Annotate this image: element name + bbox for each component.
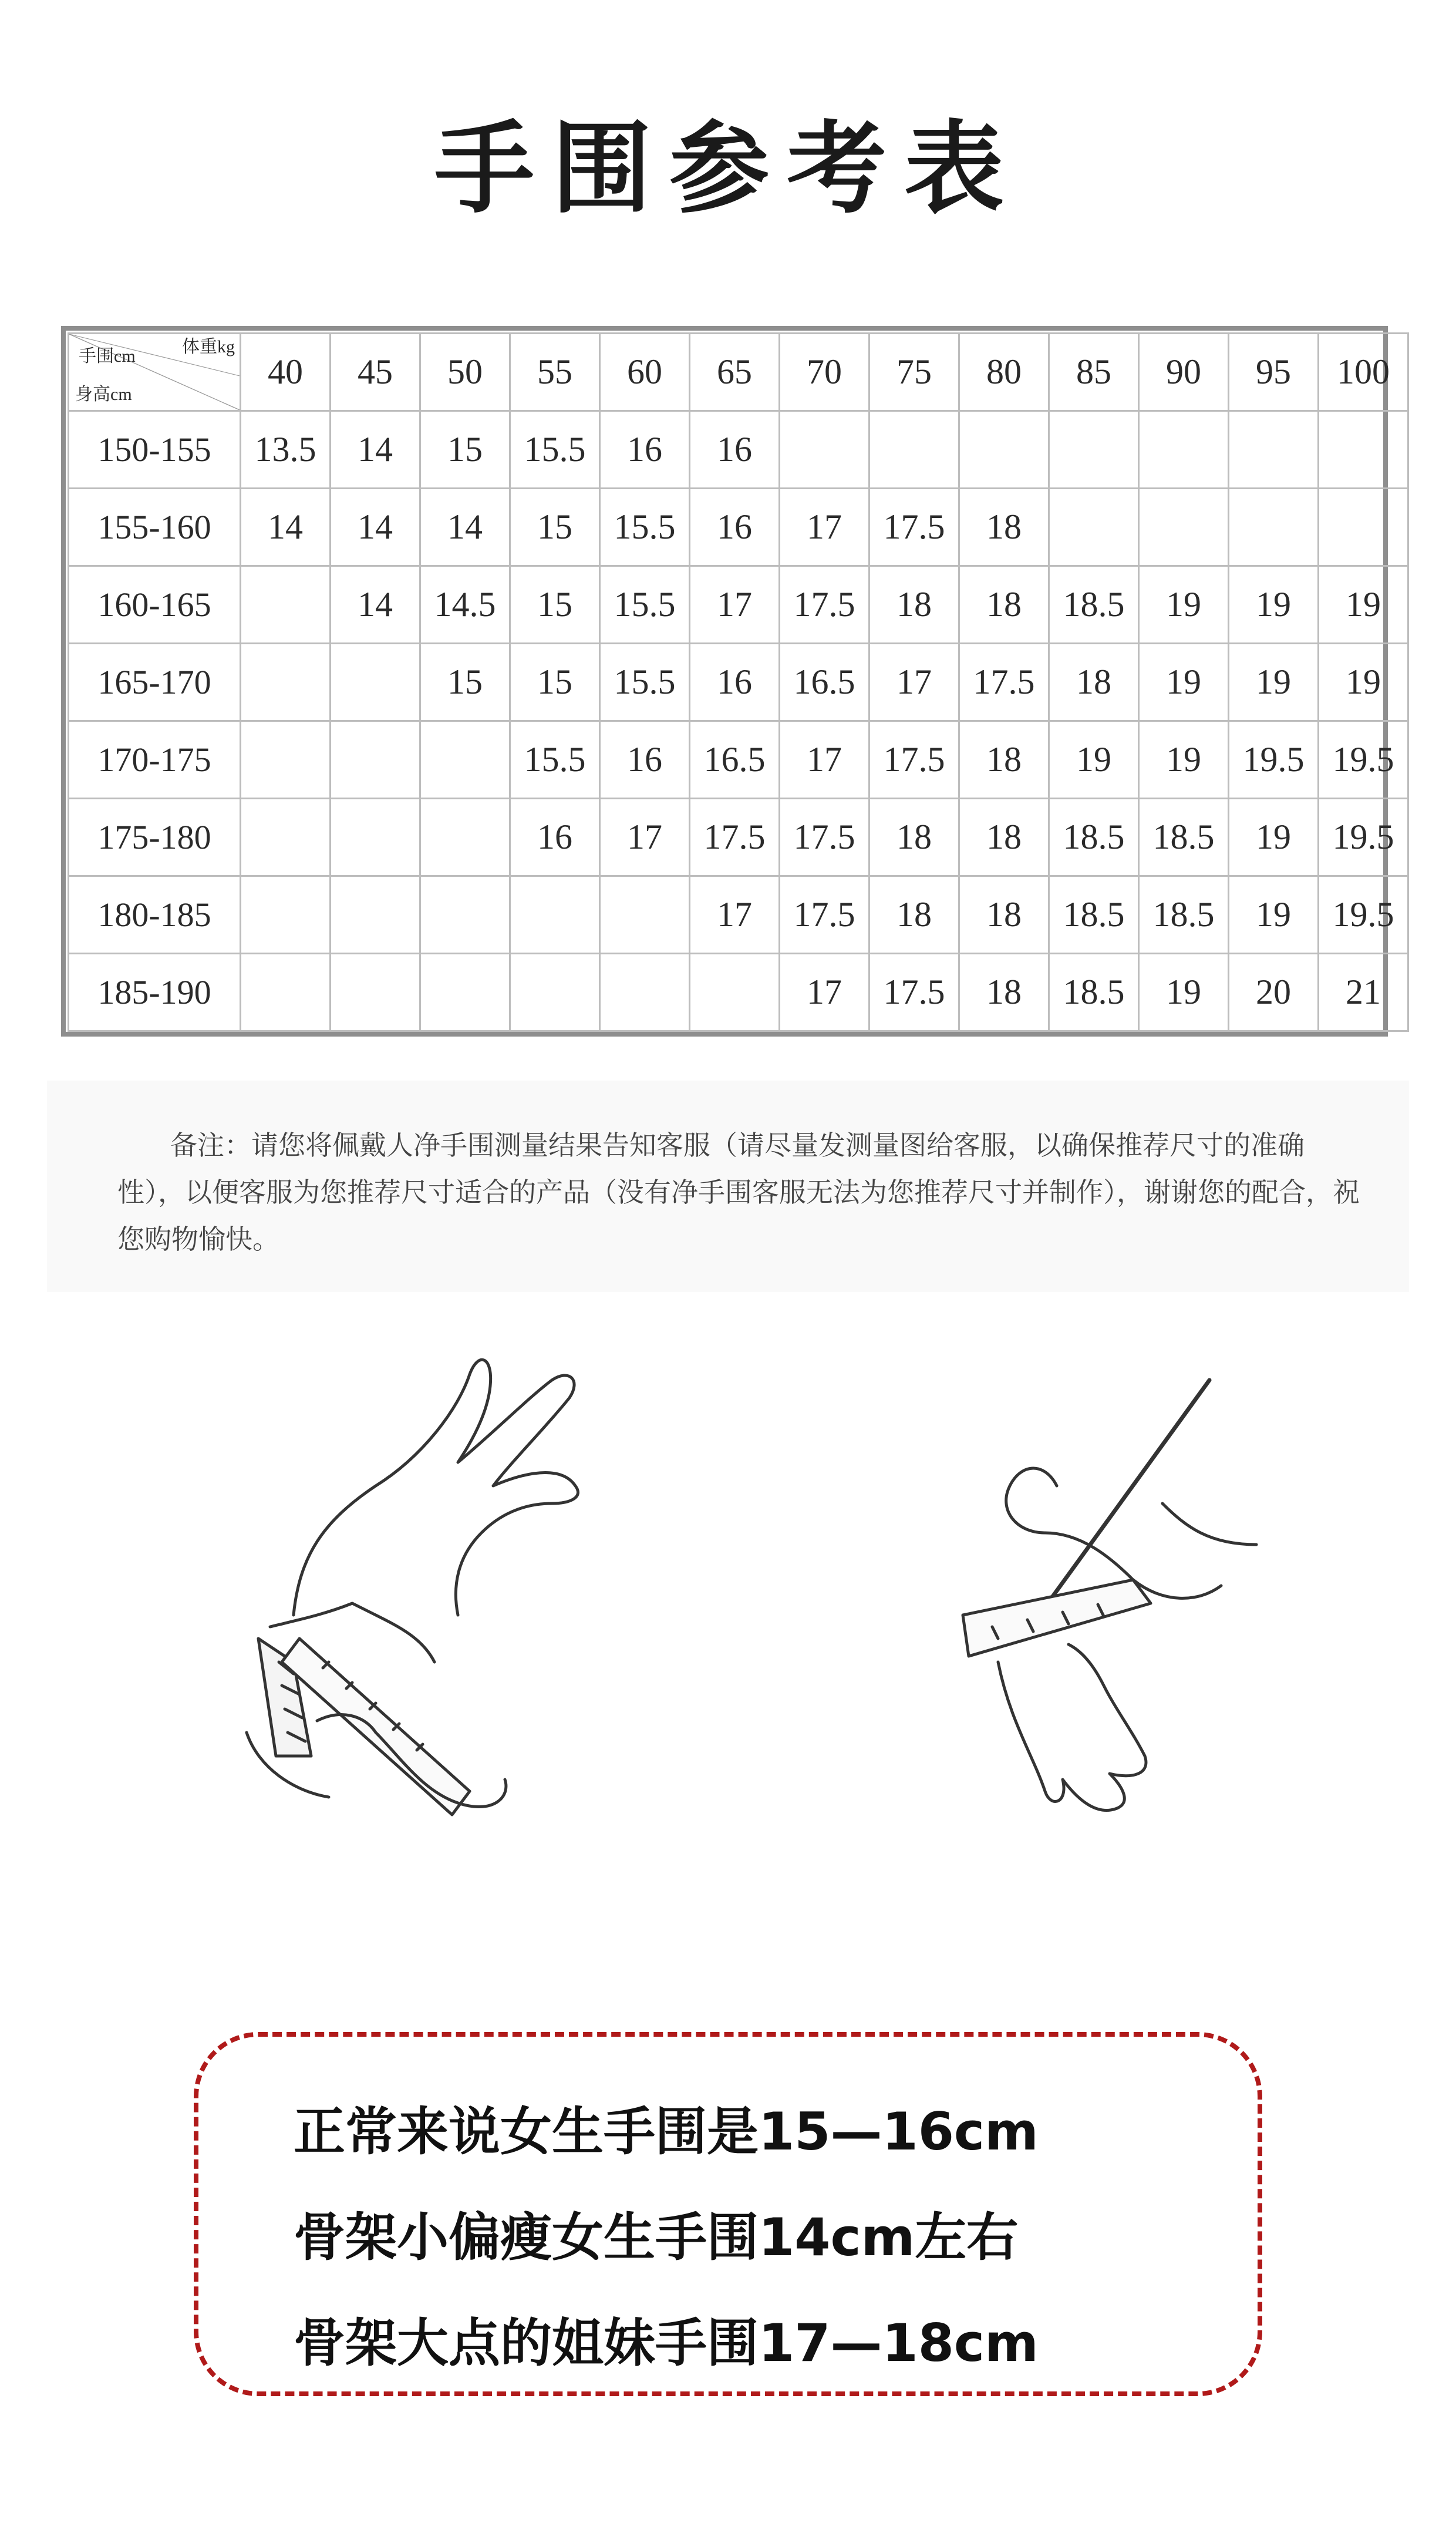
wrist-size-cell: 16.5 xyxy=(690,721,780,799)
wrist-size-cell: 18 xyxy=(869,799,959,876)
wrist-size-cell xyxy=(420,954,510,1031)
wrist-size-cell: 18.5 xyxy=(1049,799,1139,876)
table-row xyxy=(69,721,1408,799)
wrist-size-cell xyxy=(1049,411,1139,489)
wrist-size-cell: 18 xyxy=(959,566,1049,644)
wrist-size-cell: 19 xyxy=(1139,644,1229,721)
wrist-size-cell: 14 xyxy=(241,489,331,566)
table-row xyxy=(69,489,1408,566)
tip-normal-women: 正常来说女生手围是15—16cm xyxy=(294,2101,1039,2162)
wrist-size-cell: 17.5 xyxy=(780,566,869,644)
weight-header: 90 xyxy=(1139,334,1229,411)
wrist-size-cell: 19 xyxy=(1139,566,1229,644)
wrist-size-cell: 16 xyxy=(690,644,780,721)
height-header: 175-180 xyxy=(69,799,241,876)
corner-weight-label: 体重kg xyxy=(182,337,235,356)
wrist-size-cell: 15 xyxy=(420,411,510,489)
wrist-size-cell xyxy=(1229,489,1319,566)
wrist-size-cell: 18.5 xyxy=(1049,954,1139,1031)
wrist-size-cell: 14 xyxy=(420,489,510,566)
wrist-size-cell xyxy=(510,954,600,1031)
wrist-size-cell xyxy=(1229,411,1319,489)
height-header: 180-185 xyxy=(69,876,241,954)
wrist-size-cell: 14 xyxy=(331,411,420,489)
wrist-size-cell: 18.5 xyxy=(1139,876,1229,954)
height-header: 160-165 xyxy=(69,566,241,644)
wrist-size-cell xyxy=(331,644,420,721)
wrist-size-cell xyxy=(331,799,420,876)
wrist-size-cell xyxy=(600,876,690,954)
weight-header: 50 xyxy=(420,334,510,411)
wrist-size-cell: 19 xyxy=(1229,876,1319,954)
wrist-size-cell: 17 xyxy=(690,566,780,644)
wrist-size-cell xyxy=(1319,489,1408,566)
wrist-size-cell: 19.5 xyxy=(1319,876,1408,954)
wrist-size-cell: 17.5 xyxy=(869,489,959,566)
note-text: 备注：请您将佩戴人净手围测量结果告知客服（请尽量发测量图给客服，以确保推荐尺寸的准确性），以便客服为您推荐尺寸适合的产品（没有净手围客服无法为您推荐尺寸并制作），谢谢您的配合，祝您购物愉快。 xyxy=(117,1129,1360,1255)
wrist-size-cell: 17.5 xyxy=(959,644,1049,721)
wrist-size-cell: 16 xyxy=(690,411,780,489)
wrist-size-cell xyxy=(331,876,420,954)
wrist-size-cell: 17.5 xyxy=(869,721,959,799)
height-header: 185-190 xyxy=(69,954,241,1031)
wrist-size-cell xyxy=(690,954,780,1031)
wrist-size-cell xyxy=(510,876,600,954)
wrist-size-cell: 17.5 xyxy=(869,954,959,1031)
wrist-size-cell xyxy=(1139,411,1229,489)
wrist-size-cell: 18 xyxy=(959,489,1049,566)
wrist-size-cell: 19 xyxy=(1139,721,1229,799)
wrist-size-cell: 18.5 xyxy=(1139,799,1229,876)
header-row xyxy=(69,334,1408,411)
wrist-size-cell: 14.5 xyxy=(420,566,510,644)
weight-header: 65 xyxy=(690,334,780,411)
wrist-size-cell: 18 xyxy=(869,876,959,954)
wrist-size-cell: 14 xyxy=(331,489,420,566)
wrist-size-cell: 19 xyxy=(1229,799,1319,876)
table-row xyxy=(69,954,1408,1031)
wrist-size-cell: 16 xyxy=(690,489,780,566)
weight-header: 40 xyxy=(241,334,331,411)
table-row xyxy=(69,799,1408,876)
wrist-size-cell: 15.5 xyxy=(600,489,690,566)
wrist-size-cell xyxy=(1319,411,1408,489)
wrist-size-cell: 16 xyxy=(600,721,690,799)
tip-large-frame: 骨架大点的姐妹手围17—18cm xyxy=(294,2313,1039,2373)
wrist-size-cell xyxy=(959,411,1049,489)
page-title: 手围参考表 xyxy=(434,110,1022,227)
wrist-size-cell: 19.5 xyxy=(1229,721,1319,799)
wrist-size-cell: 17.5 xyxy=(780,799,869,876)
wrist-size-cell xyxy=(420,876,510,954)
wrist-size-cell: 19 xyxy=(1229,566,1319,644)
weight-header: 85 xyxy=(1049,334,1139,411)
wrist-size-cell: 15.5 xyxy=(510,721,600,799)
wrist-size-cell: 19 xyxy=(1139,954,1229,1031)
corner-height-label: 身高cm xyxy=(75,385,132,404)
wrist-size-cell: 15 xyxy=(510,566,600,644)
wrist-size-cell: 17.5 xyxy=(780,876,869,954)
wrist-size-cell: 17 xyxy=(780,721,869,799)
wrist-size-cell xyxy=(241,799,331,876)
wrist-size-cell: 19 xyxy=(1319,566,1408,644)
wrist-size-cell xyxy=(420,799,510,876)
wrist-size-cell xyxy=(241,876,331,954)
wrist-size-cell xyxy=(241,566,331,644)
wrist-size-cell xyxy=(780,411,869,489)
wrist-size-cell: 19 xyxy=(1319,644,1408,721)
weight-header: 70 xyxy=(780,334,869,411)
wrist-size-cell: 19.5 xyxy=(1319,721,1408,799)
wrist-size-cell: 18 xyxy=(959,721,1049,799)
wrist-size-cell xyxy=(1139,489,1229,566)
wrist-size-cell: 14 xyxy=(331,566,420,644)
wrist-size-cell: 21 xyxy=(1319,954,1408,1031)
wrist-size-cell: 18 xyxy=(959,876,1049,954)
height-header: 150-155 xyxy=(69,411,241,489)
table-row xyxy=(69,876,1408,954)
height-header: 165-170 xyxy=(69,644,241,721)
weight-header: 60 xyxy=(600,334,690,411)
wrist-size-cell: 18 xyxy=(959,799,1049,876)
height-header: 155-160 xyxy=(69,489,241,566)
table-row xyxy=(69,566,1408,644)
wrist-size-cell: 15 xyxy=(510,489,600,566)
wrist-size-cell: 18.5 xyxy=(1049,566,1139,644)
wrist-size-cell: 15.5 xyxy=(510,411,600,489)
wrist-size-cell: 15 xyxy=(510,644,600,721)
weight-header: 100 xyxy=(1319,334,1408,411)
weight-header: 80 xyxy=(959,334,1049,411)
table-row xyxy=(69,644,1408,721)
wrist-size-cell: 16.5 xyxy=(780,644,869,721)
wrist-size-cell: 15.5 xyxy=(600,566,690,644)
wrist-size-cell xyxy=(331,721,420,799)
wrist-size-cell xyxy=(241,721,331,799)
wrist-size-cell xyxy=(1049,489,1139,566)
wrist-size-cell: 20 xyxy=(1229,954,1319,1031)
wrist-size-cell: 19 xyxy=(1049,721,1139,799)
wrist-size-cell: 18 xyxy=(1049,644,1139,721)
wrist-size-cell: 15 xyxy=(420,644,510,721)
tip-small-frame: 骨架小偏瘦女生手围14cm左右 xyxy=(294,2207,1019,2268)
wrist-size-cell xyxy=(869,411,959,489)
corner-wrist-label: 手围cm xyxy=(79,347,136,366)
wrist-size-cell xyxy=(241,644,331,721)
wrist-size-cell xyxy=(241,954,331,1031)
wrist-size-cell: 17 xyxy=(690,876,780,954)
left-hand-tape-icon xyxy=(247,1360,578,1815)
wrist-size-cell: 16 xyxy=(600,411,690,489)
weight-header: 75 xyxy=(869,334,959,411)
wrist-size-cell: 18 xyxy=(869,566,959,644)
table-row xyxy=(69,411,1408,489)
wrist-size-cell: 19 xyxy=(1229,644,1319,721)
height-header: 170-175 xyxy=(69,721,241,799)
wrist-size-cell: 17 xyxy=(869,644,959,721)
wrist-size-cell xyxy=(600,954,690,1031)
wrist-size-cell: 18.5 xyxy=(1049,876,1139,954)
wrist-size-cell: 18 xyxy=(959,954,1049,1031)
wrist-size-cell xyxy=(331,954,420,1031)
wrist-size-cell: 17 xyxy=(780,954,869,1031)
wrist-size-cell: 19.5 xyxy=(1319,799,1408,876)
wrist-size-cell: 16 xyxy=(510,799,600,876)
wrist-size-cell: 17 xyxy=(600,799,690,876)
size-table xyxy=(68,332,1409,1032)
wrist-size-cell: 13.5 xyxy=(241,411,331,489)
weight-header: 55 xyxy=(510,334,600,411)
wrist-size-cell: 15.5 xyxy=(600,644,690,721)
right-hand-pen-icon xyxy=(963,1380,1256,1811)
weight-header: 95 xyxy=(1229,334,1319,411)
weight-header: 45 xyxy=(331,334,420,411)
wrist-size-cell: 17 xyxy=(780,489,869,566)
wrist-size-cell xyxy=(420,721,510,799)
wrist-size-cell: 17.5 xyxy=(690,799,780,876)
corner-cell xyxy=(69,334,241,411)
measuring-illustration xyxy=(47,1310,1409,1897)
